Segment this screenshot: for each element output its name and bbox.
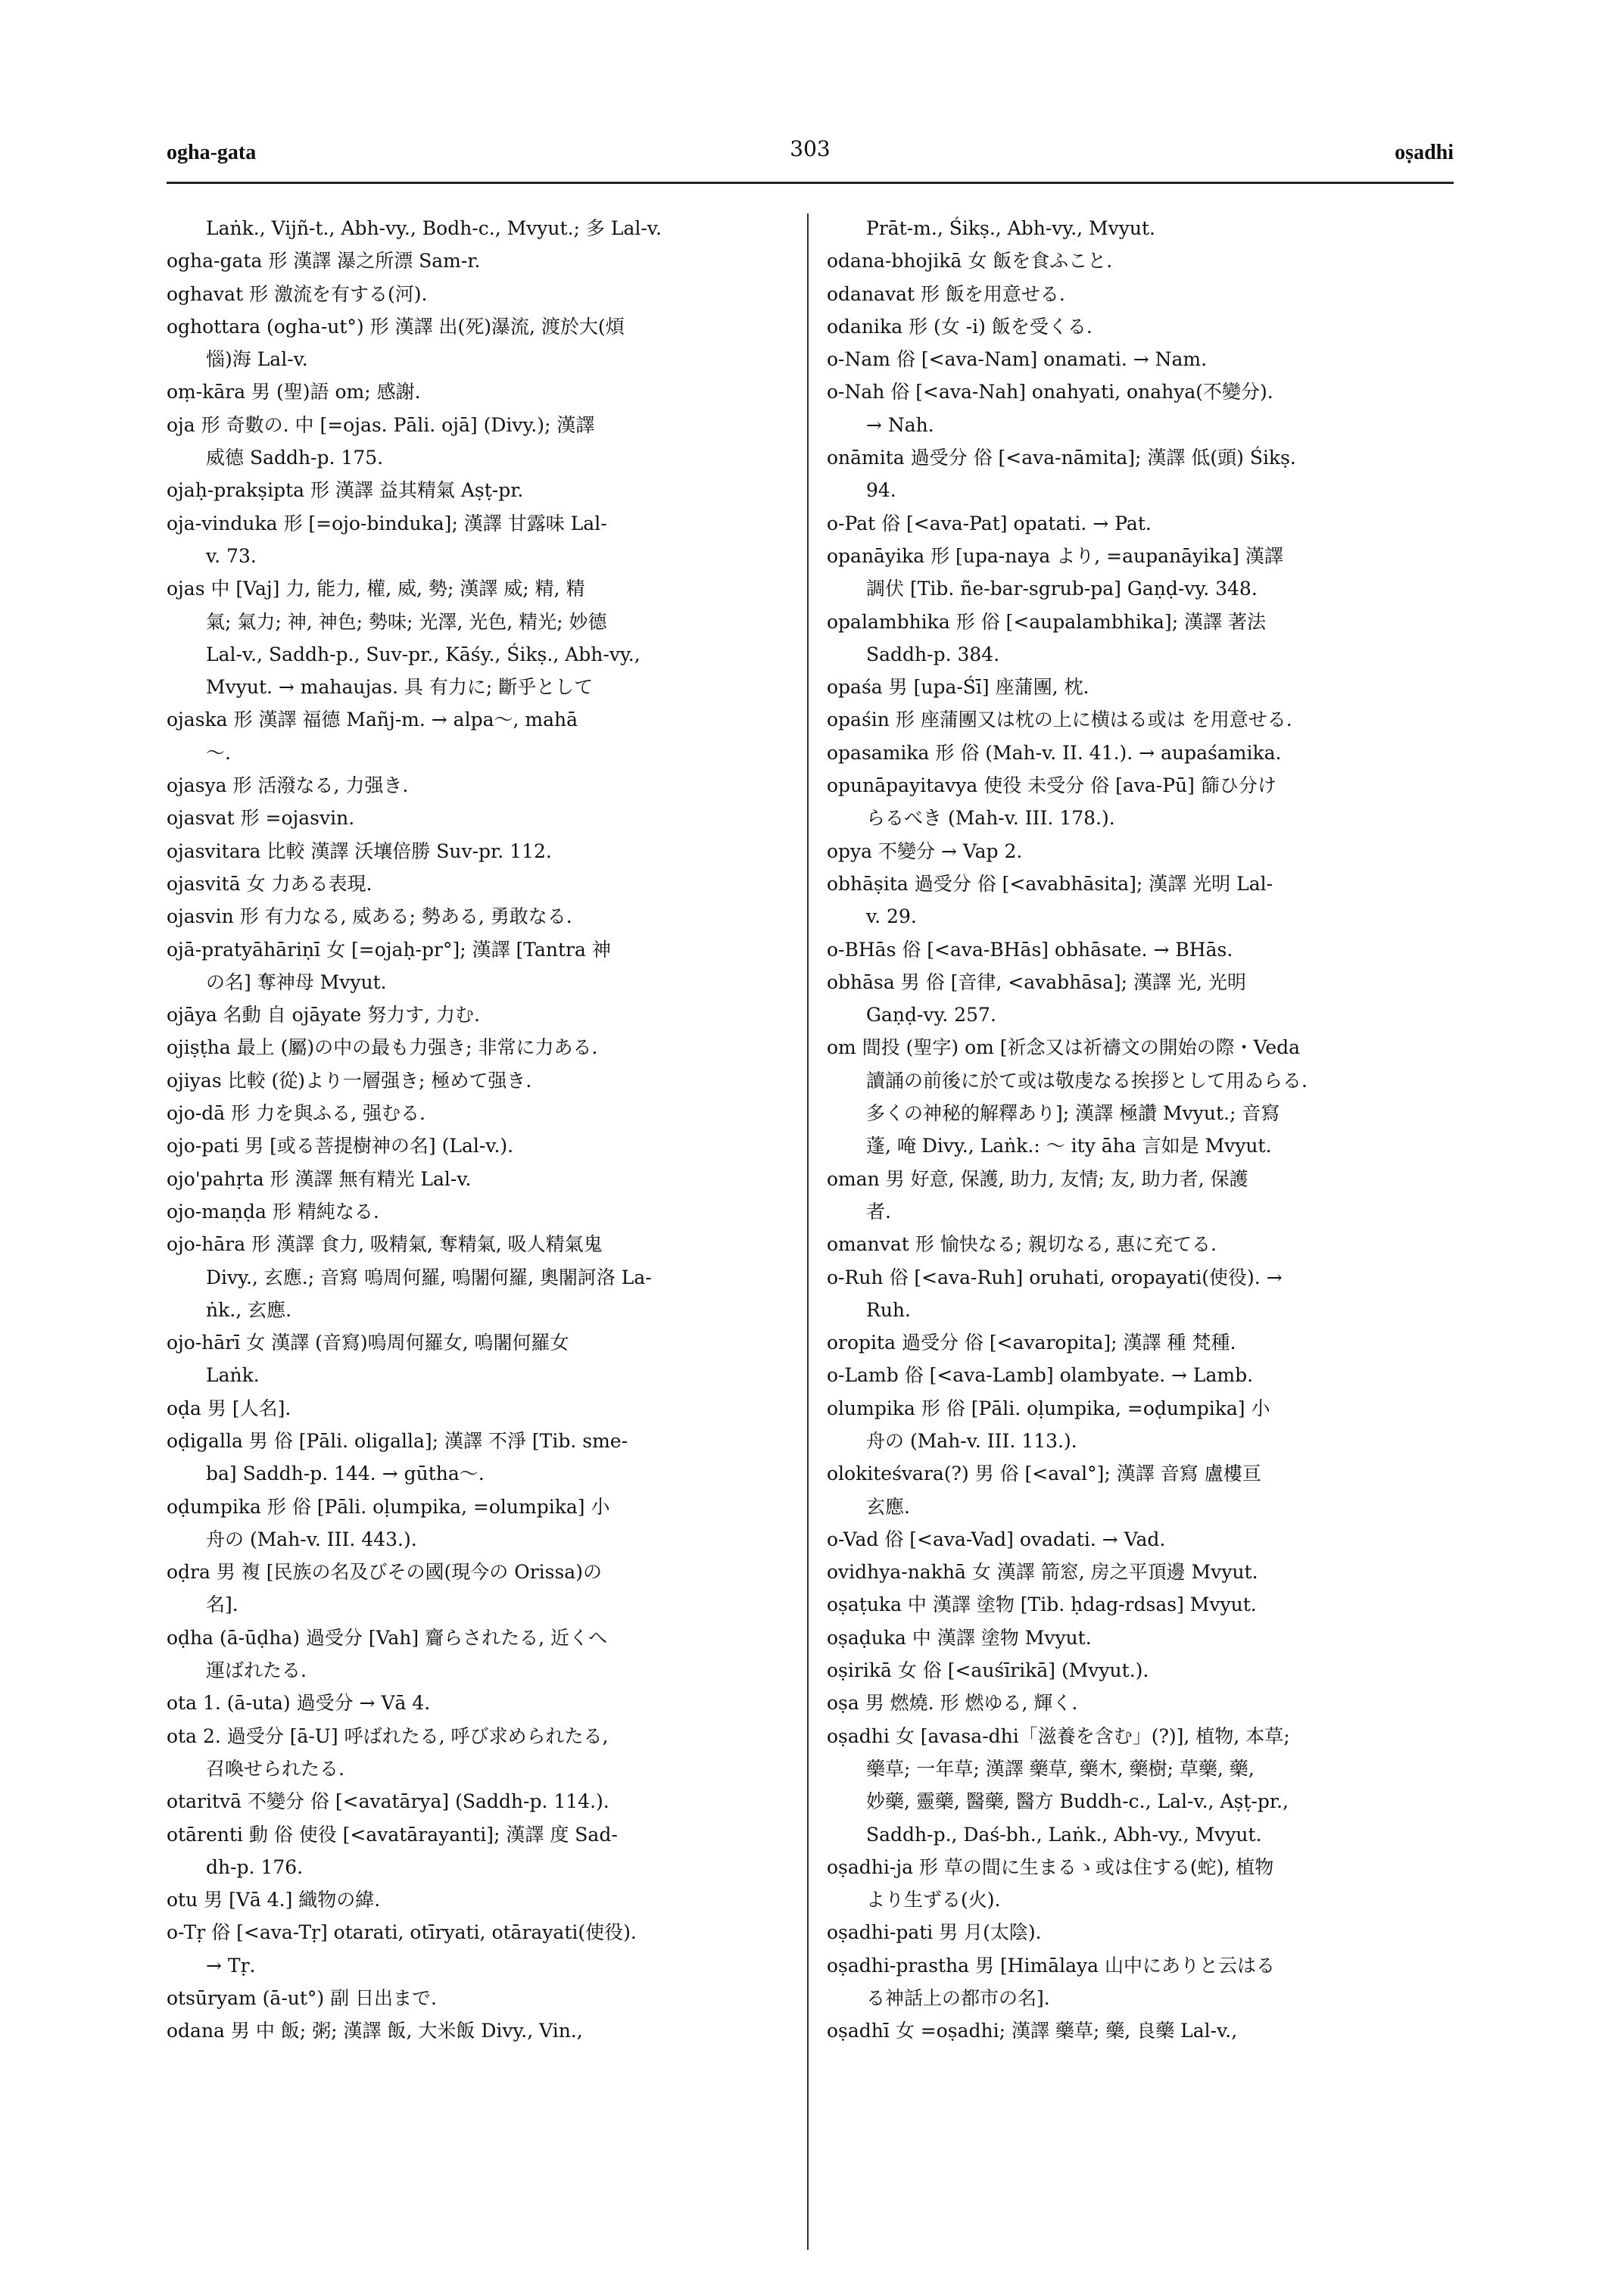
running-head-right: oṣadhi [1395, 141, 1454, 164]
dictionary-entry-line: oja-vinduka 形 [=ojo-binduka]; 漢譯 甘露味 Lal- [167, 512, 607, 534]
entry-continuation-line: → Tṛ. [206, 1954, 256, 1977]
entry-continuation-line: Divy., 玄應.; 音寫 嗚周何羅, 嗚闍何羅, 奧闍訶洛 La- [206, 1266, 652, 1288]
entry-continuation-line: 讀誦の前後に於て或は敬虔なる挨拶として用ゐらる. [866, 1069, 1308, 1092]
dictionary-entry-line: oḍa 男 [人名]. [167, 1397, 291, 1419]
entry-continuation-line: 94. [866, 479, 896, 502]
dictionary-entry-line: o-Tṛ 俗 [<ava-Tṛ] otarati, otīryati, otārayati(使役). [167, 1921, 637, 1944]
dictionary-entry-line: ojaḥ-prakṣipta 形 漢譯 益其精氣 Aṣṭ-pr. [167, 479, 524, 502]
dictionary-entry-line: oṣadhi 女 [avasa-dhi「滋養を含む」(?)], 植物, 本草; [827, 1724, 1290, 1747]
dictionary-entry-line: o-Pat 俗 [<ava-Pat] opatati. → Pat. [827, 512, 1152, 534]
dictionary-entry-line: ojas 中 [Vaj] 力, 能力, 權, 威, 勢; 漢譯 威; 精, 精 [167, 578, 585, 600]
running-head-left: ogha-gata [167, 141, 257, 164]
entry-continuation-line: 惱)海 Lal-v. [206, 348, 308, 371]
entry-continuation-line: 舟の (Mah-v. III. 113.). [866, 1429, 1077, 1452]
entry-continuation-line: より生ずる(火). [866, 1889, 1001, 1911]
dictionary-entry-line: odana 男 中 飯; 粥; 漢譯 飯, 大米飯 Divy., Vin., [167, 2020, 583, 2042]
entry-continuation-line: ṅk., 玄應. [206, 1298, 292, 1321]
dictionary-entry-line: opalambhika 形 俗 [<aupalambhika]; 漢譯 著法 [827, 610, 1267, 633]
entry-continuation-line: る神話上の都市の名]. [866, 1987, 1050, 2010]
dictionary-entry-line: oṣadhī 女 =oṣadhi; 漢譯 藥草; 藥, 良藥 Lal-v., [827, 2020, 1238, 2042]
dictionary-entry-line: otārenti 動 俗 使役 [<avatārayanti]; 漢譯 度 Sad- [167, 1823, 618, 1846]
dictionary-entry-line: opaśa 男 [upa-Śī] 座蒲團, 枕. [827, 676, 1089, 699]
dictionary-entry-line: o-BHās 俗 [<ava-BHās] obhāsate. → BHās. [827, 938, 1233, 961]
entry-continuation-line: Ruh. [866, 1298, 911, 1321]
dictionary-entry-line: ota 2. 過受分 [ā-U] 呼ばれたる, 呼び求められたる, [167, 1724, 609, 1747]
entry-continuation-line: 多くの神秘的解釋あり]; 漢譯 極讚 Mvyut.; 音寫 [866, 1102, 1280, 1125]
dictionary-entry-line: oṣaḍuka 中 漢譯 塗物 Mvyut. [827, 1626, 1092, 1649]
dictionary-entry-line: ojasvitara 比較 漢譯 沃壤倍勝 Suv-pr. 112. [167, 840, 552, 862]
entry-continuation-line: 〜. [206, 741, 231, 764]
dictionary-entry-line: oṣadhi-prastha 男 [Himālaya 山中にありと云はる [827, 1954, 1276, 1977]
dictionary-entry-line: ojo-maṇḍa 形 精純なる. [167, 1200, 379, 1223]
entry-continuation-line: Mvyut. → mahaujas. 具 有力に; 斷乎として [206, 676, 594, 699]
dictionary-entry-line: o-Ruh 俗 [<ava-Ruh] oruhati, oropayati(使役). → [827, 1266, 1283, 1288]
dictionary-entry-line: oṣadhi-pati 男 月(太陰). [827, 1921, 1042, 1944]
dictionary-entry-line: oṣa 男 燃燒. 形 燃ゆる, 輝く. [827, 1692, 1078, 1715]
dictionary-entry-line: ojo-hārī 女 漢譯 (音寫)嗚周何羅女, 嗚闍何羅女 [167, 1332, 569, 1354]
entry-continuation-line: Lal-v., Saddh-p., Suv-pr., Kāśy., Śikṣ., Abh-vy., [206, 643, 641, 665]
dictionary-entry-line: o-Nah 俗 [<ava-Nah] onahyati, onahya(不變分). [827, 381, 1273, 403]
entry-continuation-line: → Nah. [866, 413, 934, 436]
dictionary-entry-line: otsūryam (ā-ut°) 副 日出まで. [167, 1987, 438, 2010]
dictionary-entry-line: ogha-gata 形 漢譯 瀑之所漂 Sam-r. [167, 250, 481, 273]
entry-continuation-line: Saddh-p. 384. [866, 643, 1000, 665]
dictionary-entry-line: olokiteśvara(?) 男 俗 [<aval°]; 漢譯 音寫 盧樓亘 [827, 1463, 1261, 1485]
dictionary-entry-line: oṃ-kāra 男 (聖)語 om; 感謝. [167, 381, 421, 403]
dictionary-entry-line: ojo-pati 男 [或る菩提樹神の名] (Lal-v.). [167, 1135, 514, 1157]
dictionary-entry-line: odanavat 形 飯を用意せる. [827, 282, 1065, 305]
dictionary-entry-line: oḍumpika 形 俗 [Pāli. oḷumpika, =olumpika] 小 [167, 1495, 610, 1518]
entry-continuation-line: 藥草; 一年草; 漢譯 藥草, 藥木, 藥樹; 草藥, 藥, [866, 1757, 1255, 1780]
dictionary-entry-line: odana-bhojikā 女 飯を食ふこと. [827, 250, 1113, 273]
dictionary-entry-line: oropita 過受分 俗 [<avaropita]; 漢譯 種 梵種. [827, 1332, 1236, 1354]
dictionary-entry-line: oḍra 男 複 [民族の名及びその國(現今の Orissa)の [167, 1561, 602, 1584]
dictionary-entry-line: olumpika 形 俗 [Pāli. oḷumpika, =oḍumpika] 小 [827, 1397, 1270, 1419]
entry-continuation-line: 妙藥, 靈藥, 醫藥, 醫方 Buddh-c., Lal-v., Aṣṭ-pr., [866, 1790, 1289, 1813]
dictionary-entry-line: oṣadhi-ja 形 草の間に生まるゝ或は住する(蛇), 植物 [827, 1855, 1274, 1878]
dictionary-entry-line: oḍha (ā-ūḍha) 過受分 [Vah] 齎らされたる, 近くへ [167, 1626, 607, 1649]
dictionary-entry-line: oṣirikā 女 俗 [<auśīrikā] (Mvyut.). [827, 1659, 1149, 1682]
entry-continuation-line: 舟の (Mah-v. III. 443.). [206, 1528, 417, 1550]
dictionary-entry-line: oḍigalla 男 俗 [Pāli. oligalla]; 漢譯 不淨 [Tib. sme- [167, 1429, 628, 1452]
dictionary-entry-line: opunāpayitavya 使役 未受分 俗 [ava-Pū] 篩ひ分け [827, 774, 1276, 797]
entry-continuation-line: 威德 Saddh-p. 175. [206, 447, 384, 469]
dictionary-entry-line: om 間投 (聖字) om [祈念又は祈禱文の開始の際・Veda [827, 1036, 1301, 1059]
dictionary-entry-line: ojo-hāra 形 漢譯 食力, 吸精氣, 奪精氣, 吸人精氣鬼 [167, 1233, 603, 1256]
dictionary-entry-line: omanvat 形 愉快なる; 親切なる, 惠に充てる. [827, 1233, 1217, 1256]
entry-continuation-line: dh-p. 176. [206, 1855, 304, 1878]
entry-continuation-line: 調伏 [Tib. ñe-bar-sgrub-pa] Gaṇḍ-vy. 348. [866, 578, 1258, 600]
entry-continuation-line: v. 29. [866, 905, 917, 928]
page-header [167, 136, 1454, 186]
dictionary-entry-line: ovidhya-nakhā 女 漢譯 箭窓, 房之平頂邊 Mvyut. [827, 1561, 1258, 1584]
entry-continuation-line: の名] 奪神母 Mvyut. [206, 970, 387, 993]
dictionary-entry-line: opanāyika 形 [upa-naya より, =aupanāyika] 漢譯 [827, 544, 1283, 567]
entry-continuation-line: Laṅk., Vijñ-t., Abh-vy., Bodh-c., Mvyut.; 多 Lal-v. [206, 217, 662, 239]
dictionary-entry-line: o-Nam 俗 [<ava-Nam] onamati. → Nam. [827, 348, 1208, 371]
entry-continuation-line: 者. [866, 1200, 891, 1223]
dictionary-entry-line: opaśin 形 座蒲團又は枕の上に横はる或は を用意せる. [827, 709, 1292, 731]
entry-continuation-line: v. 73. [206, 544, 257, 567]
left-column [167, 212, 793, 2256]
dictionary-entry-line: ojiṣṭha 最上 (屬)の中の最も力强き; 非常に力ある. [167, 1036, 598, 1059]
entry-continuation-line: Laṅk. [206, 1364, 260, 1387]
dictionary-entry-line: ojasvat 形 =ojasvin. [167, 807, 355, 830]
dictionary-entry-line: ojā-pratyāhāriṇī 女 [=ojaḥ-pr°]; 漢譯 [Tantra 神 [167, 938, 611, 961]
entry-continuation-line: 召喚せられたる. [206, 1757, 344, 1780]
dictionary-entry-line: obhāṣita 過受分 俗 [<avabhāsita]; 漢譯 光明 Lal- [827, 872, 1273, 895]
dictionary-entry-line: oghottara (ogha-ut°) 形 漢譯 出(死)瀑流, 渡於大(煩 [167, 315, 625, 338]
dictionary-entry-line: oghavat 形 激流を有する(河). [167, 282, 428, 305]
right-column [827, 212, 1454, 2256]
dictionary-entry-line: opya 不變分 → Vap 2. [827, 840, 1023, 862]
dictionary-entry-line: ota 1. (ā-uta) 過受分 → Vā 4. [167, 1692, 431, 1715]
dictionary-entry-line: ojāya 名動 自 ojāyate 努力す, 力む. [167, 1004, 480, 1027]
entry-continuation-line: ba] Saddh-p. 144. → gūtha〜. [206, 1463, 485, 1485]
dictionary-entry-line: oṣaṭuka 中 漢譯 塗物 [Tib. ḥdag-rdsas] Mvyut. [827, 1594, 1257, 1616]
dictionary-entry-line: ojasvitā 女 力ある表現. [167, 872, 372, 895]
dictionary-entry-line: otaritvā 不變分 俗 [<avatārya] (Saddh-p. 114.). [167, 1790, 609, 1813]
entry-continuation-line: 名]. [206, 1594, 238, 1616]
dictionary-entry-line: otu 男 [Vā 4.] 織物の緯. [167, 1889, 381, 1911]
dictionary-entry-line: odanika 形 (女 -i) 飯を受くる. [827, 315, 1093, 338]
dictionary-entry-line: obhāsa 男 俗 [音律, <avabhāsa]; 漢譯 光, 光明 [827, 970, 1246, 993]
dictionary-entry-line: ojasvin 形 有力なる, 威ある; 勢ある, 勇敢なる. [167, 905, 572, 928]
entry-continuation-line: らるべき (Mah-v. III. 178.). [866, 807, 1115, 830]
dictionary-entry-line: onāmita 過受分 俗 [<ava-nāmita]; 漢譯 低(頭) Śikṣ. [827, 447, 1296, 469]
entry-continuation-line: Prāt-m., Śikṣ., Abh-vy., Mvyut. [866, 217, 1155, 239]
dictionary-entry-line: oja 形 奇數の. 中 [=ojas. Pāli. ojā] (Divy.); 漢譯 [167, 413, 595, 436]
entry-continuation-line: 氣; 氣力; 神, 神色; 勢味; 光澤, 光色, 精光; 妙德 [206, 610, 607, 633]
entry-continuation-line: 蓬, 唵 Divy., Laṅk.: 〜 ity āha 言如是 Mvyut. [866, 1135, 1272, 1157]
dictionary-entry-line: ojasya 形 活潑なる, 力强き. [167, 774, 409, 797]
dictionary-entry-line: o-Lamb 俗 [<ava-Lamb] olambyate. → Lamb. [827, 1364, 1254, 1387]
dictionary-entry-line: ojiyas 比較 (從)より一層强き; 極めて强き. [167, 1069, 532, 1092]
entry-continuation-line: Gaṇḍ-vy. 257. [866, 1004, 996, 1027]
dictionary-entry-line: opasamika 形 俗 (Mah-v. II. 41.). → aupaśamika. [827, 741, 1282, 764]
dictionary-entry-line: ojaska 形 漢譯 福德 Mañj-m. → alpa〜, mahā [167, 709, 578, 731]
page-number: 303 [790, 136, 831, 161]
dictionary-entry-line: o-Vad 俗 [<ava-Vad] ovadati. → Vad. [827, 1528, 1166, 1550]
entry-continuation-line: Saddh-p., Daś-bh., Laṅk., Abh-vy., Mvyut. [866, 1823, 1262, 1846]
entry-continuation-line: 玄應. [866, 1495, 910, 1518]
dictionary-entry-line: oman 男 好意, 保護, 助力, 友情; 友, 助力者, 保護 [827, 1167, 1248, 1190]
header-rule [167, 182, 1454, 184]
column-divider [807, 213, 809, 2250]
entry-continuation-line: 運ばれたる. [206, 1659, 307, 1682]
dictionary-entry-line: ojo'pahṛta 形 漢譯 無有精光 Lal-v. [167, 1167, 472, 1190]
dictionary-entry-line: ojo-dā 形 力を與ふる, 强むる. [167, 1102, 425, 1125]
